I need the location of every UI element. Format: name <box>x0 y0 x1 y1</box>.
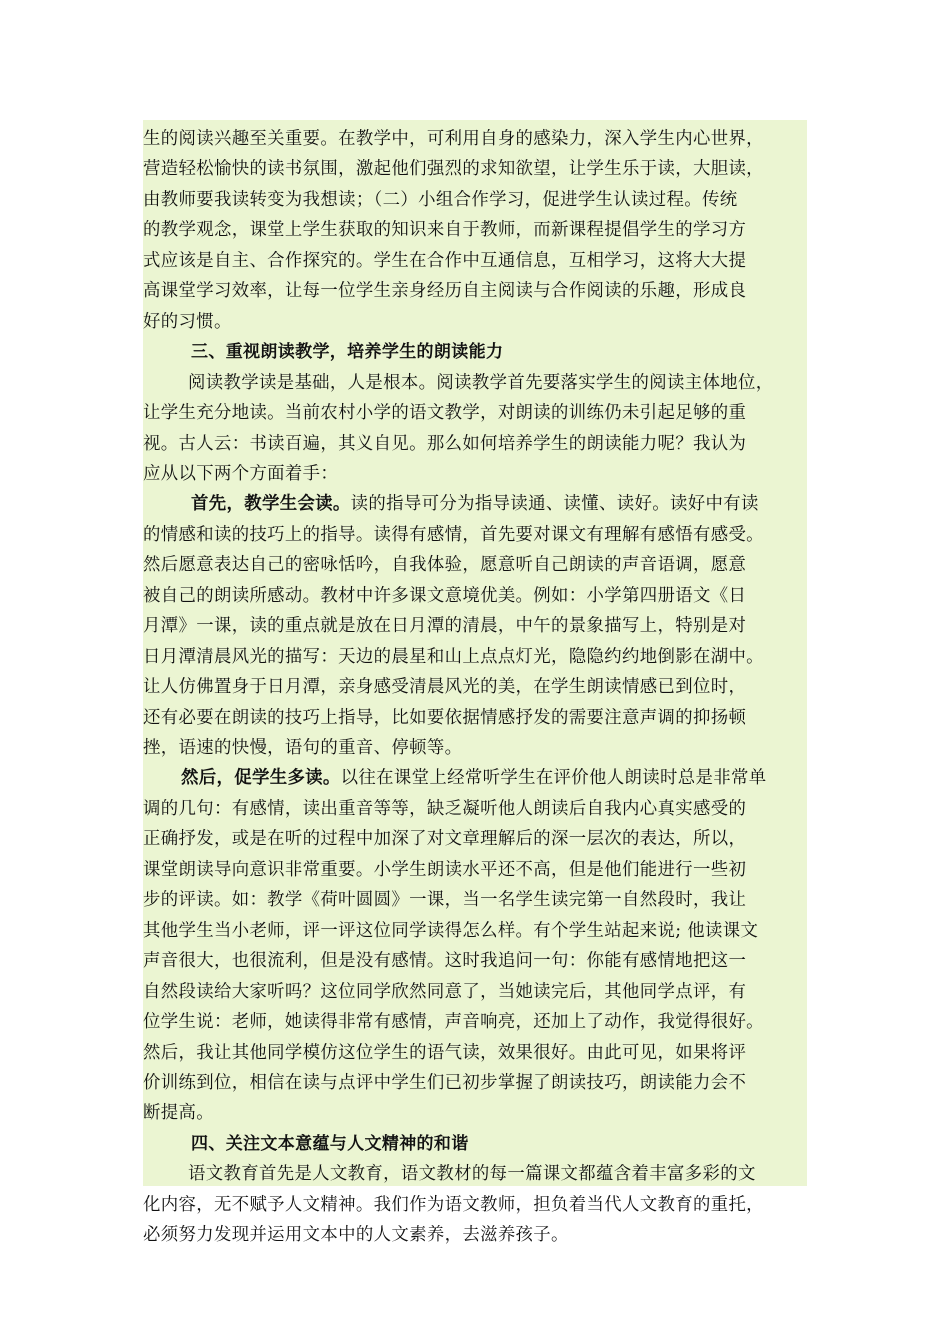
text-line: 营造轻松愉快的读书氛围，激起他们强烈的求知欲望，让学生乐于读，大胆读， <box>143 159 764 180</box>
text-line: 位学生说：老师，她读得非常有感情，声音响亮，还加上了动作，我觉得很好。 <box>143 1012 764 1033</box>
text-line: 挫，语速的快慢，语句的重音、停顿等。 <box>143 738 463 758</box>
text-line: 好的习惯。 <box>143 311 232 332</box>
text-line: 让人仿佛置身于日月潭，亲身感受清晨风光的美，在学生朗读情感已到位时， <box>143 677 747 698</box>
text-span: 读的指导可分为指导读通、读懂、读好。读好中有读 <box>350 494 759 515</box>
text-line: 声音很大，也很流利，但是没有感情。这时我追问一句：你能有感情地把这一 <box>143 951 747 972</box>
paragraph-first-line <box>191 489 759 519</box>
text-line: 视。古人云：书读百遍，其义自见。那么如何培养学生的朗读能力呢？我认为 <box>143 433 747 454</box>
text-line: 还有必要在朗读的技巧上指导，比如要依据情感抒发的需要注意声调的抑扬顿 <box>143 707 747 728</box>
text-line: 由教师要我读转变为我想读；（二）小组合作学习，促进学生认读过程。传统 <box>143 189 738 210</box>
text-line: 步的评读。如：教学《荷叶圆圆》一课，当一名学生读完第一自然段时，我让 <box>143 890 747 911</box>
text-line: 调的几句：有感情，读出重音等等，缺乏凝听他人朗读后自我内心真实感受的 <box>143 798 747 819</box>
text-span: 以往在课堂上经常听学生在评价他人朗读时总是非常单 <box>340 768 767 789</box>
text-line: 式应该是自主、合作探究的。学生在合作中互通信息，互相学习，这将大大提 <box>143 250 747 271</box>
text-line: 语文教育首先是人文教育，语文教材的每一篇课文都蕴含着丰富多彩的文 <box>188 1164 756 1185</box>
text-line: 断提高。 <box>143 1103 214 1124</box>
text-line: 自然段读给大家听吗？这位同学欣然同意了，当她读完后，其他同学点评，有 <box>143 981 747 1002</box>
text-line: 让学生充分地读。当前农村小学的语文教学，对朗读的训练仍未引起足够的重 <box>143 403 747 424</box>
text-line: 价训练到位，相信在读与点评中学生们已初步掌握了朗读技巧，朗读能力会不 <box>143 1072 747 1093</box>
bold-lead-then: 然后，促学生多读。 <box>181 768 341 789</box>
text-line: 应从以下两个方面着手： <box>143 463 339 484</box>
text-line: 被自己的朗读所感动。教材中许多课文意境优美。例如：小学第四册语文《日 <box>143 585 747 606</box>
text-line: 日月潭清晨风光的描写：天边的晨星和山上点点灯光，隐隐约约地倒影在湖中。 <box>143 646 764 667</box>
text-line: 阅读教学读是基础，人是根本。阅读教学首先要落实学生的阅读主体地位， <box>188 372 774 393</box>
text-line: 然后，我让其他同学模仿这位学生的语气读，效果很好。由此可见，如果将评 <box>143 1042 747 1063</box>
text-line: 正确抒发，或是在听的过程中加深了对文章理解后的深一层次的表达，所以， <box>143 829 747 850</box>
text-line: 的教学观念，课堂上学生获取的知识来自于教师，而新课程提倡学生的学习方 <box>143 220 747 241</box>
text-line: 然后愿意表达自己的密咏恬吟，自我体验，愿意听自己朗读的声音语调，愿意 <box>143 555 747 576</box>
text-line: 高课堂学习效率，让每一位学生亲身经历自主阅读与合作阅读的乐趣，形成良 <box>143 281 747 302</box>
text-line: 必须努力发现并运用文本中的人文素养，去滋养孩子。 <box>143 1225 569 1246</box>
text-line: 的情感和读的技巧上的指导。读得有感情，首先要对课文有理解有感悟有感受。 <box>143 524 764 545</box>
paragraph-first-line <box>181 763 766 793</box>
text-line: 生的阅读兴趣至关重要。在教学中，可利用自身的感染力，深入学生内心世界， <box>143 129 764 149</box>
document-body <box>143 120 807 1246</box>
text-line: 月潭》一课，读的重点就是放在日月潭的清晨，中午的景象描写上，特别是对 <box>143 616 747 637</box>
text-line: 其他学生当小老师，评一评这位同学读得怎么样。有个学生站起来说; 他读课文 <box>143 920 759 941</box>
text-line: 化内容，无不赋予人文精神。我们作为语文教师，担负着当代人文教育的重托， <box>143 1194 764 1215</box>
section-heading-4: 四、关注文本意蕴与人文精神的和谐 <box>191 1133 469 1154</box>
bold-lead-first: 首先，教学生会读。 <box>191 494 351 515</box>
section-heading-3: 三、重视朗读教学，培养学生的朗读能力 <box>191 342 504 363</box>
text-line: 课堂朗读导向意识非常重要。小学生朗读水平还不高，但是他们能进行一些初 <box>143 859 747 880</box>
